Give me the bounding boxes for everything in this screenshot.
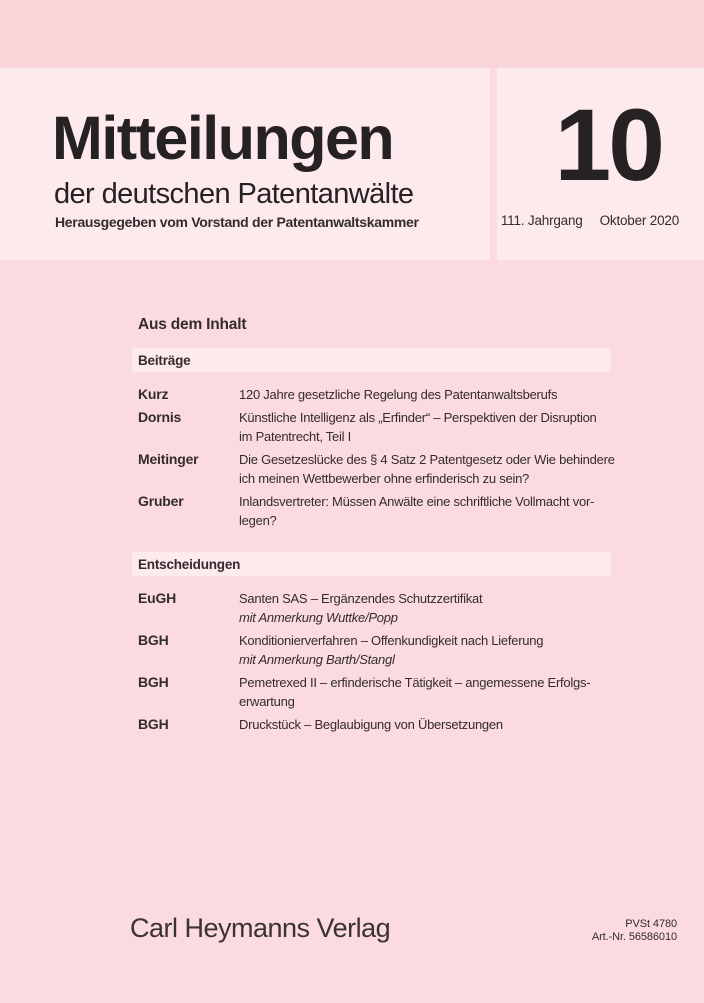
issue-date-label: Oktober 2020: [599, 213, 679, 228]
toc-line-annotation: mit Anmerkung Barth/Stangl: [239, 652, 395, 667]
toc-line: Druckstück – Beglaubigung von Übersetzungen: [239, 717, 503, 732]
toc-row: [132, 715, 611, 734]
journal-subtitle: der deutschen Patentanwälte: [54, 178, 414, 210]
toc-line: legen?: [239, 513, 277, 528]
toc-rows: [132, 589, 611, 734]
toc-line: Die Gesetzeslücke des § 4 Satz 2 Patentgesetz oder Wie behindere: [239, 452, 615, 467]
toc-row-content: [239, 673, 611, 711]
toc-row-content: [239, 492, 611, 530]
toc-line: Inlandsvertreter: Müssen Anwälte eine schriftliche Vollmacht vor-: [239, 494, 595, 509]
toc-row-content: [239, 450, 615, 488]
footer-print-info: [592, 918, 677, 943]
toc-row-label: BGH: [138, 716, 169, 732]
article-number: Art.-Nr. 56586010: [591, 930, 677, 943]
publisher-line: Herausgegeben vom Vorstand der Patentanwaltskammer: [55, 214, 419, 230]
toc-row-label: Dornis: [138, 409, 182, 425]
toc-row-label: Gruber: [138, 493, 184, 509]
toc-line: Konditionierverfahren – Offenkundigkeit nach Lieferung: [239, 633, 544, 648]
toc-row-label: BGH: [138, 632, 169, 648]
section-title: Entscheidungen: [138, 556, 241, 572]
section-title: Beiträge: [138, 352, 191, 368]
toc-line: im Patentrecht, Teil I: [239, 429, 352, 444]
toc-heading: Aus dem Inhalt: [138, 316, 247, 333]
volume-label: 111. Jahrgang: [500, 213, 583, 228]
toc-row-label: BGH: [138, 674, 169, 690]
toc-line: Pemetrexed II – erfinderische Tätigkeit – angemessene Erfolgs-: [239, 675, 591, 690]
section-beitraege: [132, 348, 615, 530]
section-entscheidungen: [132, 552, 611, 734]
issue-number: 10: [554, 88, 662, 202]
toc-line: Künstliche Intelligenz als „Erfinder“ – Perspektiven der Disruption: [239, 410, 597, 425]
toc-rows: [132, 385, 615, 530]
toc-row: [132, 450, 615, 488]
toc-line-annotation: mit Anmerkung Wuttke/Popp: [239, 610, 398, 625]
top-band: [0, 0, 704, 68]
issue-meta: [501, 213, 679, 228]
toc-row-label: Kurz: [138, 386, 169, 402]
toc-row: [132, 492, 611, 530]
toc-line: erwartung: [239, 694, 295, 709]
toc-line: Santen SAS – Ergänzendes Schutzzertifikat: [239, 591, 483, 606]
footer-publisher: Carl Heymanns Verlag: [130, 913, 391, 943]
masthead-panel: [0, 68, 490, 260]
toc-row: [132, 589, 611, 627]
toc-row-content: [239, 385, 611, 404]
toc-row-label: Meitinger: [138, 451, 199, 467]
toc-line: 120 Jahre gesetzliche Regelung des Patentanwaltsberufs: [239, 387, 558, 402]
toc-row-content: [239, 408, 611, 446]
toc-row: [132, 631, 611, 669]
journal-title: Mitteilungen: [52, 104, 394, 172]
pvst-number: PVSt 4780: [625, 918, 677, 930]
toc-row-content: [239, 631, 611, 669]
toc-row-content: [239, 715, 611, 734]
toc-row-content: [239, 589, 611, 627]
toc-row: [132, 408, 611, 446]
toc-line: ich meinen Wettbewerber ohne erfinderisch zu sein?: [239, 471, 530, 486]
toc-row: [132, 385, 611, 404]
issue-panel: [497, 68, 704, 260]
toc-row-label: EuGH: [138, 590, 177, 606]
section-bar: [132, 348, 611, 372]
toc-row: [132, 673, 611, 711]
section-bar: [132, 552, 611, 576]
